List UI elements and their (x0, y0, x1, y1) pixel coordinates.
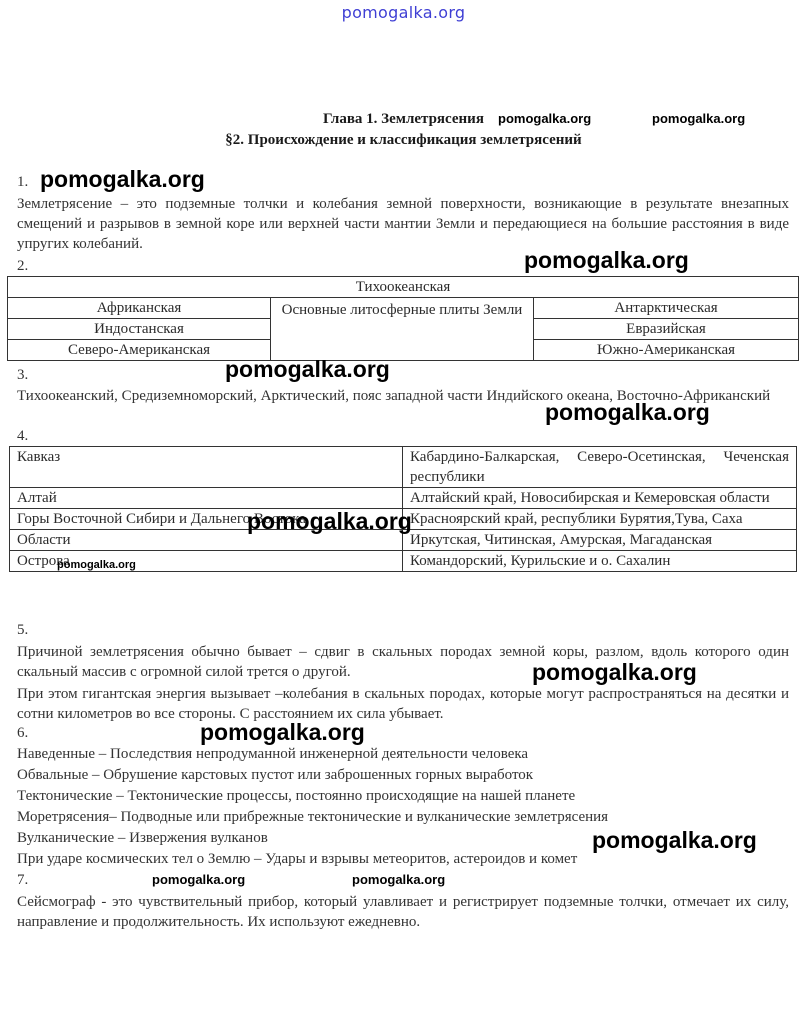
region-name: Кавказ (10, 447, 403, 488)
earthquake-type-line: Тектонические – Тектонические процессы, постоянно происходящие на нашей планете (17, 788, 576, 804)
task-5-paragraph-2: При этом гигантская энергия вызывает –колебания в скальных породах, которые могут распространяться на десятки и сотни километров во все стороны. С расстоянием их сила убывает. (17, 686, 789, 722)
region-name: Острова (10, 551, 403, 572)
task-4-number: 4. (17, 428, 29, 444)
watermark: pomogalka.org (200, 719, 365, 745)
region-name: Алтай (10, 488, 403, 509)
task-2-number: 2. (17, 258, 29, 274)
region-name: Горы Восточной Сибири и Дальнего Востока (10, 509, 403, 530)
region-places: Алтайский край, Новосибирская и Кемеровская области (403, 488, 797, 509)
watermark: pomogalka.org (352, 872, 446, 887)
table-row (10, 488, 797, 509)
plate-pacific: Тихоокеанская (8, 277, 799, 298)
watermark: pomogalka.org (225, 356, 390, 382)
earthquake-type-line: При ударе космических тел о Землю – Удары и взрывы метеоритов, астероидов и комет (17, 851, 578, 867)
earthquake-type-line: Вулканические – Извержения вулканов (17, 830, 268, 846)
task-5-number: 5. (17, 622, 29, 638)
region-places: Командорский, Курильские и о. Сахалин (403, 551, 797, 572)
watermark: pomogalka.org (592, 827, 757, 853)
region-places: Иркутская, Читинская, Амурская, Магаданская (403, 530, 797, 551)
table-row (10, 447, 797, 488)
watermark: pomogalka.org (40, 166, 205, 192)
plates-center-label: Основные литосферные плиты Земли (271, 298, 534, 361)
plates-table (7, 276, 799, 361)
watermark: pomogalka.org (524, 247, 689, 273)
watermark: pomogalka.org (532, 659, 697, 685)
task-6-number: 6. (17, 725, 29, 741)
site-header-link[interactable]: pomogalka.org (341, 3, 466, 22)
watermark: pomogalka.org (498, 111, 592, 126)
watermark: pomogalka.org (57, 559, 136, 571)
watermark: pomogalka.org (652, 111, 746, 126)
plate-right-1: Антарктическая (534, 298, 799, 319)
watermark: pomogalka.org (152, 872, 246, 887)
section-title: §2. Происхождение и классификация землетрясений (225, 132, 582, 148)
plate-right-3: Южно-Американская (534, 340, 799, 361)
task-7-number: 7. (17, 872, 29, 888)
plate-left-1: Африканская (8, 298, 271, 319)
task-1-text: Землетрясение – это подземные толчки и колебания земной поверхности, возникающие в результате внезапных смещений и разрывов в земной коре или верхней части мантии Земли и передающиеся на большие расстояния в виде упругих колебаний. (17, 196, 789, 252)
earthquake-type-line: Обвальные – Обрушение карстовых пустот или заброшенных горных выработок (17, 767, 534, 783)
task-3-number: 3. (17, 367, 29, 383)
task-3-text: Тихоокеанский, Средиземноморский, Арктический, пояс западной части Индийского океана, Восточно-Африканский (17, 388, 771, 404)
task-7-text: Сейсмограф - это чувствительный прибор, который улавливает и регистрирует подземные толчки, отмечает их силу, направление и продолжительность. Их используют ежедневно. (17, 894, 789, 930)
region-places: Кабардино-Балкарская, Северо-Осетинская, Чеченская республики (403, 447, 797, 488)
region-places: Красноярский край, республики Бурятия,Тува, Саха (403, 509, 797, 530)
earthquake-type-line: Моретрясения– Подводные или прибрежные тектонические и вулканические землетрясения (17, 809, 609, 825)
chapter-title: Глава 1. Землетрясения (323, 111, 484, 127)
plate-left-3: Северо-Американская (8, 340, 271, 361)
earthquake-type-line: Наведенные – Последствия непродуманной инженерной деятельности человека (17, 746, 529, 762)
task-5-paragraph-1: Причиной землетрясения обычно бывает – сдвиг в скальных породах земной коры, разлом, вдоль которого один скальный массив с огромной силой трется о другой. (17, 644, 789, 680)
plate-right-2: Евразийская (534, 319, 799, 340)
plate-left-2: Индостанская (8, 319, 271, 340)
watermark: pomogalka.org (247, 508, 412, 534)
region-name: Области (10, 530, 403, 551)
task-1-number: 1. (17, 174, 29, 190)
watermark: pomogalka.org (545, 399, 710, 425)
